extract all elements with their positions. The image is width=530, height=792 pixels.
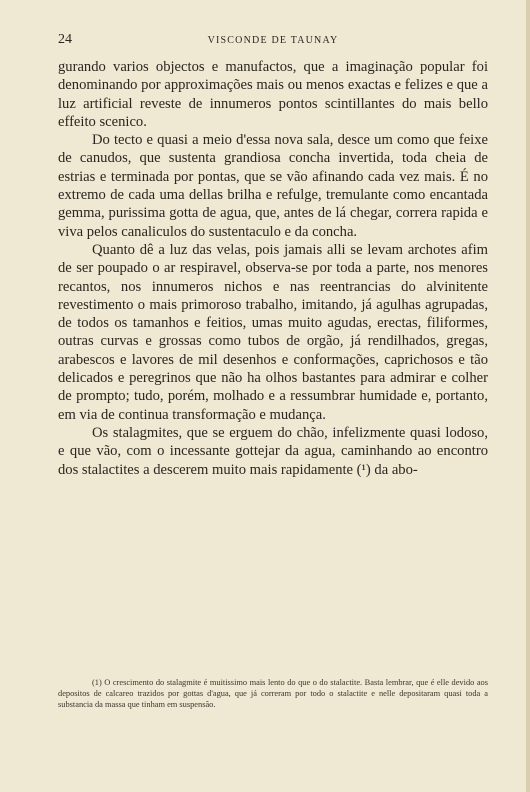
page-number: 24 bbox=[58, 32, 72, 47]
footnote: (1) O crescimento do stalagmite é muitissimo mais lento do que o do stalactite. Basta lembrar, que é elle devido aos depositos de calcareo trazidos por gottas d'agua, que já correram por todo o stalactite e nelle depositaram quasi toda a substancia da massa que tinham em suspensão. bbox=[58, 678, 488, 710]
page-header bbox=[58, 32, 488, 52]
body-text bbox=[58, 58, 488, 479]
paragraph-1: gurando varios objectos e manufactos, que a imaginação popular foi denominando por approximações mais ou menos exactas e felizes e que a luz artificial reveste de innumeros pontos scintillantes do mais bello effeito scenico. bbox=[58, 59, 488, 130]
paragraph-4: Os stalagmites, que se erguem do chão, infelizmente quasi lodoso, e que vão, com o incessante gottejar da agua, caminhando ao encontro dos stalactites a descerem muito mais rapidamente (¹) da abo- bbox=[58, 424, 488, 478]
running-head: VISCONDE DE TAUNAY bbox=[207, 35, 339, 46]
paragraph-2: Do tecto e quasi a meio d'essa nova sala, desce um como que feixe de canudos, que sustenta grandiosa concha invertida, toda cheia de estrias e terminada por pontas, que se vão afinando cada vez mais. É no extremo de cada uma dellas brilha e refulge, tremulante como encantada gemma, purissima gotta de agua, que, antes de lá chegar, correra rapida e viva pelos canaliculos do sustentaculo e da concha. bbox=[58, 132, 488, 240]
paragraph-3: Quanto dê a luz das velas, pois jamais alli se levam archotes afim de ser poupado o ar respiravel, observa-se por toda a parte, nos menores recantos, nos innumeros nichos e nas reentrancias do alvinitente revestimento o mais primoroso trabalho, imitando, já agulhas agrupadas, de todos os tamanhos e feitios, umas muito agudas, erectas, filiformes, outras curvas e grossas como tubos de orgão, já rendilhados, gregas, arabescos e lavores de mil desenhos e conformações, caprichosos e tão delicados e peregrinos que não ha olhos bastantes para admirar e colher de prompto; tudo, porém, molhado e a ressumbrar humidade e, portanto, em via de continua transformação e mudança. bbox=[58, 241, 488, 423]
